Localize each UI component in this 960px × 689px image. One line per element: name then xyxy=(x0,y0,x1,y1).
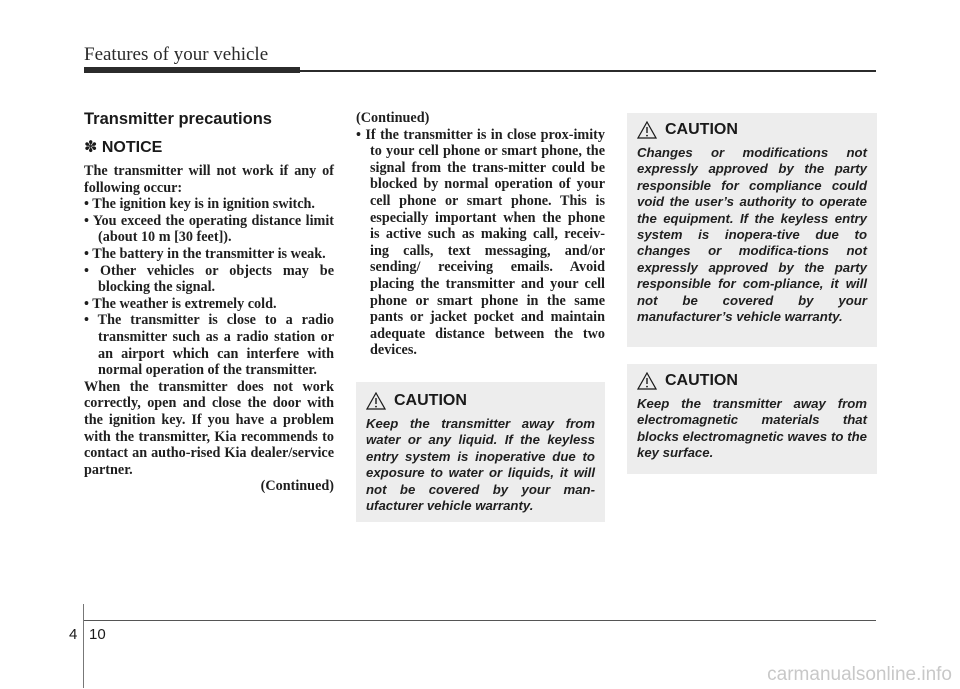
caution-text: Keep the transmitter away from water or any liquid. If the keyless entry system is inoperative due to exposure to water or liquids, it will not be covered by your man-ufacturer vehicle warranty. xyxy=(366,416,595,514)
list-item: • You exceed the operating distance limit (about 10 m [30 feet]). xyxy=(84,212,334,246)
caution-title: CAUTION xyxy=(665,121,738,138)
list-item: • The ignition key is in ignition switch. xyxy=(84,196,315,213)
caution-box-modifications xyxy=(627,113,877,347)
notice-body xyxy=(84,163,334,495)
caution-title: CAUTION xyxy=(665,372,738,389)
list-item: • If the transmitter is in close prox-imity to your cell phone or smart phone, the signal from the trans-mitter could be blocked by normal operation of your cell phone or smart phone. This is especially important when the phone is active such as making call, receiv-ing calls, text messaging, and/or sending/ receiving emails. Avoid placing the transmitter and your cell phone or smart phone in the same pants or jacket pocket and maintain adequate distance between the two devices. xyxy=(356,126,605,359)
chapter-number: 4 xyxy=(69,626,78,643)
middle-column xyxy=(356,110,605,359)
page-number: 10 xyxy=(89,626,106,643)
watermark: carmanualsonline.info xyxy=(767,664,952,685)
header-rule-thick xyxy=(84,67,300,73)
page-header-title: Features of your vehicle xyxy=(84,44,269,65)
continued-label: (Continued) xyxy=(260,478,334,495)
caution-text: Changes or modifications not expressly approved by the party responsible for compliance could void the user’s authority to operate the equipment. If the keyless entry system is inopera-tive due to changes or modifica-tions not expressly approved by the party responsible for com-pliance, it will not be covered by your manufacturer’s vehicle warranty. xyxy=(637,145,867,325)
notice-label: NOTICE xyxy=(101,139,163,156)
list-item: • The transmitter is close to a radio transmitter such as a radio station or an airport which can interfere with normal operation of the transmitter. xyxy=(84,312,334,379)
caution-box-electromagnetic xyxy=(627,364,877,474)
warning-triangle-icon xyxy=(637,372,657,390)
footer-divider xyxy=(83,604,84,688)
notice-paragraph: When the transmitter does not work correctly, open and close the door with the ignition key. If you have a problem with the transmitter, Kia recommends to contact an autho-rised Kia dealer/service partner. xyxy=(84,378,334,478)
section-title: Transmitter precautions xyxy=(84,110,272,128)
footer-rule xyxy=(84,620,876,621)
caution-box-water xyxy=(356,382,605,522)
list-item: • The weather is extremely cold. xyxy=(84,295,277,312)
continued-label: (Continued) xyxy=(356,110,430,126)
caution-heading xyxy=(637,372,867,390)
warning-triangle-icon xyxy=(366,392,386,410)
caution-text: Keep the transmitter away from electromagnetic materials that blocks electromagnetic waves to the key surface. xyxy=(637,396,867,461)
notice-intro: The transmitter will not work if any of following occur: xyxy=(84,163,334,196)
list-item: • The battery in the transmitter is weak. xyxy=(84,245,326,262)
caution-heading xyxy=(637,121,867,139)
notice-heading xyxy=(84,137,334,157)
caution-title: CAUTION xyxy=(394,392,467,409)
left-column xyxy=(84,110,334,495)
notice-symbol-icon: ✽ xyxy=(84,139,98,156)
list-item: • Other vehicles or objects may be blocking the signal. xyxy=(84,262,334,296)
caution-heading xyxy=(366,392,595,410)
header-rule-thin xyxy=(300,70,876,72)
middle-body xyxy=(356,110,605,359)
warning-triangle-icon xyxy=(637,121,657,139)
